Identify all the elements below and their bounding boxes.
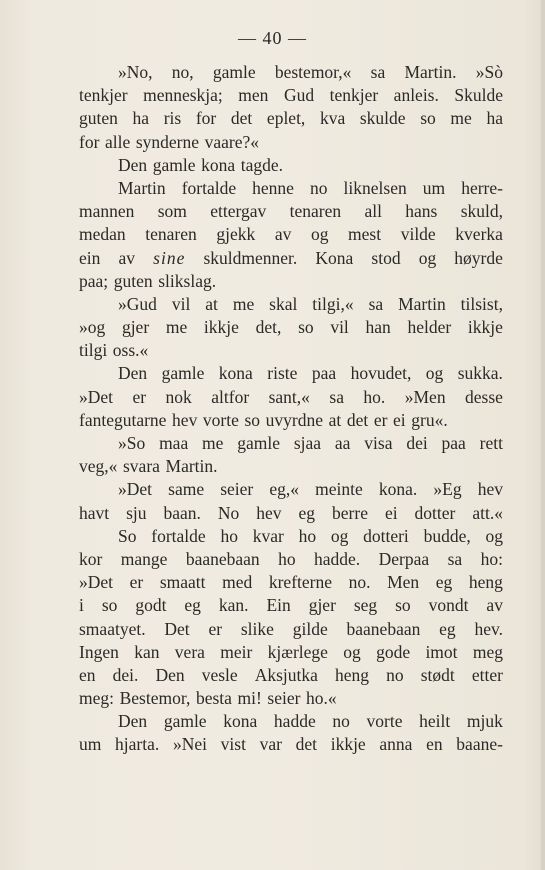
word: eg,« bbox=[269, 479, 300, 500]
word: slikslag. bbox=[158, 270, 217, 291]
word: riste bbox=[267, 363, 298, 384]
word: Den bbox=[118, 711, 148, 732]
word: mest bbox=[348, 224, 382, 245]
word: meinte bbox=[315, 479, 363, 500]
text-line bbox=[79, 131, 503, 154]
word: gamle bbox=[163, 711, 207, 732]
word: vil bbox=[171, 293, 191, 314]
word: eg bbox=[298, 502, 316, 523]
word: og bbox=[418, 247, 437, 268]
word: sjaa bbox=[293, 433, 322, 453]
text-line bbox=[79, 733, 503, 756]
word: meg bbox=[472, 641, 503, 662]
word: gilde bbox=[292, 618, 328, 639]
word: kva bbox=[319, 108, 346, 129]
word: en bbox=[79, 664, 96, 685]
word: vil bbox=[330, 317, 349, 338]
word: »Nei bbox=[172, 734, 207, 755]
word: »Eg bbox=[433, 479, 462, 500]
word: i bbox=[79, 595, 84, 616]
word: ha bbox=[486, 108, 503, 129]
word: kvar bbox=[252, 525, 284, 546]
word: »No, bbox=[118, 62, 153, 82]
word: aa bbox=[334, 433, 351, 453]
word: ho bbox=[278, 548, 296, 569]
word: »og bbox=[79, 317, 106, 338]
word: no bbox=[332, 711, 350, 732]
word: ettergav bbox=[210, 201, 267, 222]
word: mannen bbox=[79, 201, 135, 222]
word: skal bbox=[269, 293, 298, 314]
word: eg bbox=[439, 618, 456, 639]
text-line bbox=[79, 61, 503, 84]
page-number: — 40 — bbox=[238, 28, 307, 48]
word: Ein bbox=[266, 595, 291, 616]
word: herre- bbox=[461, 177, 503, 198]
word: tenaren bbox=[289, 201, 342, 222]
word: sukka. bbox=[457, 363, 503, 384]
word: »Det bbox=[79, 386, 114, 407]
word: Men bbox=[387, 572, 420, 593]
word: hev bbox=[256, 502, 282, 523]
word: Ingen bbox=[79, 641, 119, 662]
word: vesle bbox=[201, 664, 238, 685]
word: berre bbox=[332, 502, 368, 523]
word: er bbox=[129, 572, 144, 593]
word: dei. bbox=[112, 664, 139, 685]
word: eplet, bbox=[266, 108, 306, 129]
word: kjærlege bbox=[267, 641, 328, 662]
word: Den bbox=[118, 363, 148, 384]
word: med bbox=[222, 572, 253, 593]
word: guten bbox=[113, 270, 153, 291]
word: kan bbox=[134, 641, 160, 662]
word: bestemor,« bbox=[274, 62, 352, 82]
word: kona bbox=[223, 711, 258, 732]
word: no bbox=[310, 177, 328, 198]
word: kan. bbox=[218, 595, 249, 616]
word: er bbox=[132, 386, 147, 407]
word: »Sò bbox=[475, 62, 503, 82]
word: tilgi bbox=[79, 340, 108, 361]
word: Bestemor, bbox=[119, 688, 191, 709]
word: so bbox=[420, 108, 436, 129]
word: hans bbox=[405, 201, 438, 222]
text-line bbox=[79, 641, 503, 664]
text-line bbox=[79, 107, 503, 130]
word: sa bbox=[447, 548, 463, 569]
word: dotteri bbox=[363, 525, 409, 546]
word: seg bbox=[353, 595, 378, 616]
word: vondt bbox=[428, 595, 469, 616]
word: gode bbox=[376, 641, 411, 662]
word: me bbox=[165, 317, 188, 338]
word: var bbox=[259, 734, 282, 755]
word: no. bbox=[348, 572, 371, 593]
word: han bbox=[365, 317, 391, 338]
word: Kona bbox=[315, 247, 354, 268]
word: er bbox=[208, 618, 223, 639]
word: paa bbox=[441, 433, 466, 453]
text-line bbox=[79, 316, 503, 339]
word: no, bbox=[171, 62, 194, 82]
text-line bbox=[79, 455, 503, 478]
word: mange bbox=[120, 548, 168, 569]
word: anna bbox=[379, 734, 413, 755]
word: eg bbox=[435, 572, 453, 593]
word: imot bbox=[425, 641, 458, 662]
word: ho bbox=[220, 525, 238, 546]
word: baane- bbox=[456, 734, 503, 755]
text-line bbox=[79, 432, 503, 455]
word: gjer bbox=[121, 317, 150, 338]
word: desse bbox=[465, 386, 503, 407]
word: svara bbox=[123, 456, 160, 477]
word: Martin bbox=[398, 293, 446, 314]
word: budde, bbox=[423, 525, 471, 546]
word: fortalde bbox=[181, 177, 237, 198]
word: Martin bbox=[118, 177, 166, 198]
word: Det bbox=[164, 618, 190, 639]
text-line bbox=[79, 478, 503, 501]
word: veg,« bbox=[79, 456, 118, 477]
word: sa bbox=[370, 62, 386, 82]
word: stod bbox=[371, 247, 401, 268]
text-line bbox=[79, 247, 503, 270]
word: so bbox=[298, 317, 314, 338]
word: kona. bbox=[378, 479, 418, 500]
word: maa bbox=[159, 433, 189, 453]
word: um bbox=[422, 177, 446, 198]
word: tenaren bbox=[145, 224, 197, 245]
word: og bbox=[343, 641, 361, 662]
word: medan bbox=[79, 224, 126, 245]
word: ho bbox=[298, 525, 317, 546]
word: vorte bbox=[366, 711, 403, 732]
word: vorte bbox=[202, 409, 239, 430]
word: so bbox=[101, 595, 118, 616]
word: fantegutarne bbox=[79, 409, 167, 430]
word: guten bbox=[79, 108, 118, 129]
word: henne bbox=[252, 177, 294, 198]
word: smaatyet. bbox=[79, 618, 146, 639]
word: sju bbox=[126, 502, 147, 523]
word: »Gud bbox=[118, 293, 157, 314]
word: altfor bbox=[211, 386, 250, 407]
word: oss.« bbox=[112, 340, 149, 361]
word: meg: bbox=[79, 688, 114, 709]
word: gjer bbox=[308, 595, 336, 616]
word: og bbox=[330, 525, 349, 546]
word: helder bbox=[407, 317, 452, 338]
word: eg bbox=[184, 595, 201, 616]
emphasized-word: sine bbox=[153, 247, 186, 268]
text-line bbox=[79, 409, 503, 432]
word: baanebaan bbox=[346, 618, 421, 639]
word: det bbox=[346, 409, 369, 430]
word: godt bbox=[135, 595, 167, 616]
word: ho.« bbox=[306, 688, 337, 709]
word: meir bbox=[220, 641, 253, 662]
word: gamle bbox=[152, 154, 196, 175]
word: ei bbox=[384, 502, 398, 523]
word: ris bbox=[163, 108, 182, 129]
word: seier bbox=[267, 688, 301, 709]
word: me bbox=[232, 293, 255, 314]
word: gru«. bbox=[411, 409, 448, 430]
word: »Det bbox=[79, 572, 114, 593]
word: gjekk bbox=[216, 224, 256, 245]
word: krefterne bbox=[268, 572, 332, 593]
word: av bbox=[118, 247, 136, 268]
text-line bbox=[79, 502, 503, 525]
word: paa bbox=[311, 363, 337, 384]
word: høyrde bbox=[454, 247, 503, 268]
word: hev bbox=[477, 479, 503, 500]
word: ha bbox=[132, 108, 150, 129]
word: slike bbox=[240, 618, 274, 639]
text-line bbox=[79, 687, 503, 710]
word: kona bbox=[218, 363, 253, 384]
word: So bbox=[118, 525, 137, 546]
word: sa bbox=[329, 386, 344, 407]
word: no bbox=[386, 664, 404, 685]
word: ein bbox=[79, 247, 101, 268]
word: um bbox=[79, 734, 102, 755]
word: mi! bbox=[237, 688, 262, 709]
text-line bbox=[79, 154, 503, 177]
word: vaare?« bbox=[204, 131, 260, 152]
word: anleis. bbox=[393, 85, 439, 106]
word: »Det bbox=[118, 479, 153, 500]
word: og bbox=[310, 224, 329, 245]
word: skuld, bbox=[460, 201, 503, 222]
word: so bbox=[395, 595, 411, 616]
word: Martin. bbox=[165, 456, 218, 477]
word: hovudet, bbox=[350, 363, 412, 384]
word: me bbox=[450, 108, 472, 129]
word: hev. bbox=[474, 618, 503, 639]
word: hev bbox=[172, 409, 198, 430]
word: baanebaan bbox=[185, 548, 260, 569]
word: sa bbox=[368, 293, 384, 314]
text-line bbox=[79, 293, 503, 316]
word: skulde bbox=[359, 108, 406, 129]
word: paa; bbox=[79, 270, 109, 291]
word: all bbox=[364, 201, 382, 222]
word: hadde. bbox=[314, 548, 361, 569]
page-edge bbox=[541, 0, 545, 870]
word: visa bbox=[364, 433, 393, 453]
word: menneskja; bbox=[143, 85, 223, 106]
text-line bbox=[79, 618, 503, 641]
word: mjuk bbox=[466, 711, 503, 732]
word: av bbox=[486, 595, 503, 616]
text-line bbox=[79, 386, 503, 409]
word: ho: bbox=[480, 548, 503, 569]
word: det bbox=[230, 108, 253, 129]
text-line bbox=[79, 339, 503, 362]
word: me bbox=[202, 433, 224, 453]
word: er bbox=[373, 409, 388, 430]
word: for bbox=[79, 131, 100, 152]
word: kor bbox=[79, 548, 103, 569]
word: uvyrdne bbox=[265, 409, 323, 430]
text-line bbox=[79, 571, 503, 594]
word: sant,« bbox=[268, 386, 310, 407]
word: at bbox=[205, 293, 218, 314]
word: ikkje bbox=[330, 734, 366, 755]
word: Skulde bbox=[454, 85, 503, 106]
word: »So bbox=[118, 433, 146, 453]
text-line bbox=[79, 548, 503, 571]
word: synderne bbox=[135, 131, 200, 152]
word: tagde. bbox=[240, 154, 284, 175]
word: tenkjer bbox=[329, 85, 379, 106]
word: ikkje bbox=[467, 317, 503, 338]
word: tenkjer bbox=[79, 85, 128, 106]
word: dei bbox=[406, 433, 428, 453]
word: av bbox=[274, 224, 292, 245]
word: som bbox=[157, 201, 187, 222]
word: det bbox=[295, 734, 318, 755]
text-line bbox=[79, 594, 503, 617]
word: at bbox=[328, 409, 342, 430]
word: kverka bbox=[455, 224, 503, 245]
word: for bbox=[195, 108, 217, 129]
word: skuldmenner. bbox=[203, 247, 298, 268]
word: stødt bbox=[420, 664, 455, 685]
word: en bbox=[426, 734, 443, 755]
word: kona bbox=[201, 154, 236, 175]
word: seier bbox=[220, 479, 254, 500]
text-line bbox=[79, 200, 503, 223]
word: Den bbox=[155, 664, 185, 685]
word: tilsist, bbox=[460, 293, 503, 314]
word: baan. bbox=[163, 502, 201, 523]
text-line bbox=[79, 362, 503, 385]
word: »Men bbox=[404, 386, 446, 407]
body-text bbox=[79, 61, 503, 757]
word: men bbox=[238, 85, 269, 106]
text-line bbox=[79, 525, 503, 548]
word: gamle bbox=[237, 433, 281, 453]
text-line bbox=[79, 710, 503, 733]
text-line bbox=[79, 270, 503, 293]
word: det, bbox=[255, 317, 282, 338]
word: hadde bbox=[273, 711, 316, 732]
word: gamle bbox=[212, 62, 256, 82]
word: vist bbox=[220, 734, 246, 755]
word: Den bbox=[118, 154, 148, 175]
word: tilgi,« bbox=[312, 293, 354, 314]
word: besta bbox=[195, 688, 232, 709]
word: Derpaa bbox=[378, 548, 430, 569]
word: hjarta. bbox=[115, 734, 160, 755]
word: Gud bbox=[283, 85, 315, 106]
word: heng bbox=[468, 572, 503, 593]
word: Martin. bbox=[404, 62, 457, 82]
word: gamle bbox=[161, 363, 205, 384]
word: smaatt bbox=[159, 572, 206, 593]
word: so bbox=[244, 409, 261, 430]
word: heilt bbox=[419, 711, 451, 732]
word: ho. bbox=[363, 386, 386, 407]
word: nok bbox=[165, 386, 192, 407]
word: liknelsen bbox=[343, 177, 407, 198]
word: same bbox=[168, 479, 205, 500]
text-line bbox=[79, 223, 503, 246]
text-line bbox=[79, 177, 503, 200]
word: vilde bbox=[400, 224, 436, 245]
word: fortalde bbox=[151, 525, 206, 546]
text-line bbox=[79, 664, 503, 687]
word: Aksjutka bbox=[254, 664, 318, 685]
word: vera bbox=[174, 641, 205, 662]
word: dotter bbox=[414, 502, 456, 523]
word: heng bbox=[335, 664, 370, 685]
word: etter bbox=[471, 664, 503, 685]
word: alle bbox=[105, 131, 131, 152]
word: ikkje bbox=[203, 317, 239, 338]
word: rett bbox=[479, 433, 503, 453]
word: No bbox=[217, 502, 240, 523]
word: att.« bbox=[472, 502, 503, 523]
word: og bbox=[485, 525, 503, 546]
word: ei bbox=[393, 409, 406, 430]
word: og bbox=[425, 363, 444, 384]
text-line bbox=[79, 84, 503, 107]
word: havt bbox=[79, 502, 110, 523]
